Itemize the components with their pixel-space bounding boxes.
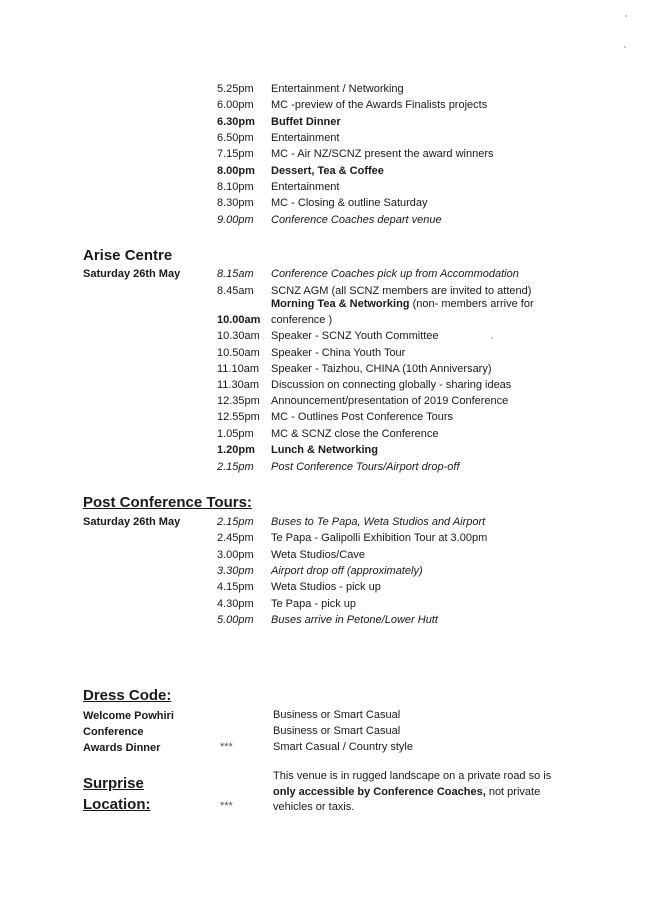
evening-row-time: 8.00pm [217, 165, 255, 177]
dress-label: Welcome Powhiri [83, 710, 174, 722]
surprise-line-3: vehicles or taxis. [273, 801, 355, 813]
arise-row-time: 10.30am [217, 330, 260, 342]
tour-row-time: 5.00pm [217, 614, 254, 626]
arise-row-text: Post Conference Tours/Airport drop-off [271, 461, 460, 473]
tour-row-text: Buses to Te Papa, Weta Studios and Airport [271, 516, 486, 528]
evening-row-text: Entertainment [271, 132, 340, 144]
arise-row-text: MC & SCNZ close the Conference [271, 428, 439, 440]
tour-row-text: Weta Studios/Cave [271, 549, 365, 561]
dress-label: Conference [83, 726, 144, 738]
arise-row-time: 11.10am [217, 363, 259, 375]
evening-row-time: 8.10pm [217, 181, 254, 193]
tour-row-text: Weta Studios - pick up [271, 581, 381, 593]
tour-row-text: Te Papa - Galipolli Exhibition Tour at 3.00pm [271, 532, 488, 544]
tour-row-text: Buses arrive in Petone/Lower Hutt [271, 614, 438, 626]
evening-row-time: 5.25pm [217, 83, 254, 95]
evening-row-text: MC - Closing & outline Saturday [271, 197, 428, 209]
evening-row-time: 6.00pm [217, 99, 254, 111]
arise-row-text: Speaker - Taizhou, CHINA (10th Anniversary) [271, 363, 492, 375]
scan-speck [625, 15, 627, 17]
surprise-mark: *** [220, 800, 233, 812]
evening-row-time: 9.00pm [217, 214, 254, 226]
evening-row-text: Buffet Dinner [271, 116, 341, 128]
dress-value: Business or Smart Casual [273, 725, 401, 737]
arise-row-text: Announcement/presentation of 2019 Conference [271, 395, 509, 407]
arise-row-time: 12.35pm [217, 395, 260, 407]
arise-row-text: Conference Coaches pick up from Accommodation [271, 268, 519, 280]
arise-row-text-bold: Morning Tea & Networking [271, 298, 410, 310]
arise-row-time: 1.20pm [217, 444, 255, 456]
dress-code-heading: Dress Code: [83, 687, 172, 704]
evening-row-time: 6.50pm [217, 132, 254, 144]
evening-row-text: Conference Coaches depart venue [271, 214, 442, 226]
scan-speck [624, 46, 626, 48]
arise-row-time: 8.45am [217, 285, 254, 297]
arise-row-text [271, 297, 534, 311]
arise-row-text: Lunch & Networking [271, 444, 378, 456]
tour-row-time: 2.15pm [217, 516, 254, 528]
post-tours-heading: Post Conference Tours: [83, 494, 252, 511]
evening-row-text: MC - Air NZ/SCNZ present the award winners [271, 148, 494, 160]
arise-row-time: 2.15pm [217, 461, 254, 473]
arise-row-text: Speaker - China Youth Tour [271, 347, 406, 359]
arise-row-time: 10.50am [217, 347, 260, 359]
evening-row-text: Entertainment [271, 181, 340, 193]
surprise-heading-line1: Surprise [83, 775, 144, 792]
arise-row-time: 11.30am [217, 379, 259, 391]
dress-value: Smart Casual / Country style [273, 741, 413, 753]
arise-row-text-rest: (non- members arrive for [409, 298, 534, 310]
arise-row-text: conference ) [271, 314, 333, 326]
arise-row-text: SCNZ AGM (all SCNZ members are invited to attend) [271, 285, 532, 297]
arise-row-text: MC - Outlines Post Conference Tours [271, 411, 453, 423]
arise-row-time: 1.05pm [217, 428, 254, 440]
evening-row-time: 8.30pm [217, 197, 254, 209]
dress-mark: *** [220, 741, 233, 753]
dress-label: Awards Dinner [83, 742, 161, 754]
tour-row-text: Airport drop off (approximately) [271, 565, 423, 577]
tour-row-time: 3.00pm [217, 549, 254, 561]
surprise-line-2-rest: not private [485, 786, 541, 798]
evening-row-text: Dessert, Tea & Coffee [271, 165, 384, 177]
arise-row-time: 8.15am [217, 268, 254, 280]
arise-row-time: 10.00am [217, 314, 261, 326]
tour-row-time: 2.45pm [217, 532, 254, 544]
surprise-line-2-bold: only accessible by Conference Coaches, [273, 786, 486, 798]
tour-row-time: 4.30pm [217, 598, 254, 610]
arise-row-text: Speaker - SCNZ Youth Committee [271, 330, 439, 342]
evening-row-text: MC -preview of the Awards Finalists projects [271, 99, 488, 111]
tour-row-text: Te Papa - pick up [271, 598, 356, 610]
tour-row-time: 4.15pm [217, 581, 254, 593]
dress-value: Business or Smart Casual [273, 709, 401, 721]
arise-date: Saturday 26th May [83, 268, 181, 280]
arise-centre-heading: Arise Centre [83, 247, 173, 264]
tour-row-time: 3.30pm [217, 565, 254, 577]
evening-row-time: 7.15pm [217, 148, 254, 160]
surprise-line-1: This venue is in rugged landscape on a private road so is [273, 770, 552, 782]
arise-row-text: Discussion on connecting globally - sharing ideas [271, 379, 512, 391]
arise-row-time: 12.55pm [217, 411, 260, 423]
evening-row-text: Entertainment / Networking [271, 83, 404, 95]
tours-date: Saturday 26th May [83, 516, 181, 528]
evening-row-time: 6.30pm [217, 116, 255, 128]
scan-speck [491, 337, 493, 339]
surprise-heading-line2: Location: [83, 796, 151, 813]
